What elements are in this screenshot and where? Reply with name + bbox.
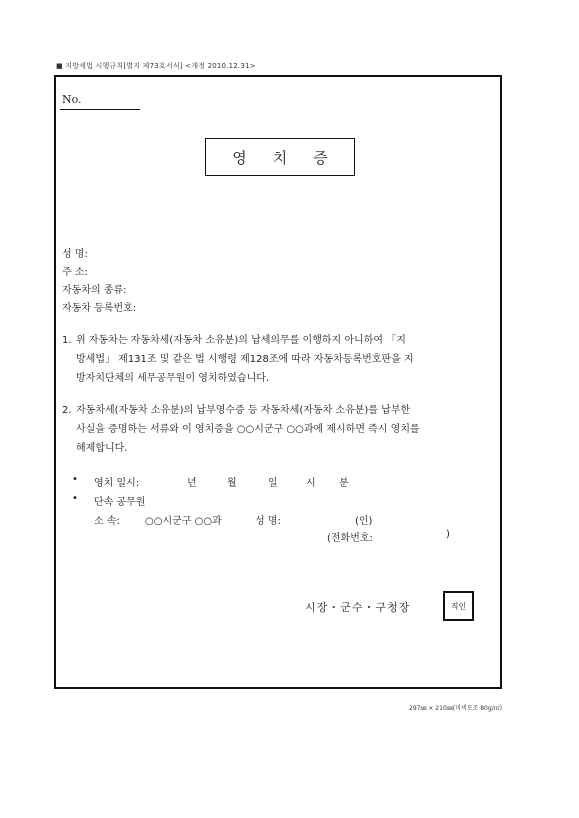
document-title-box — [205, 138, 355, 176]
affiliation-value: ○○시군구 ○○과 — [145, 516, 222, 527]
seizure-minute-label: 분 — [339, 478, 349, 489]
enforcement-officer-label: 단속 공무원 — [94, 497, 146, 508]
paragraph-1-number: 1. — [62, 335, 72, 346]
seizure-year-label: 년 — [187, 478, 197, 489]
paragraph-2-line-3: 해제합니다. — [76, 443, 128, 454]
paper-spec-note: 297㎜ × 210㎜(미색모조 80g/㎡) — [409, 705, 502, 712]
phone-number-close: ) — [446, 529, 450, 540]
name-field-label: 성 명: — [62, 249, 88, 260]
officer-seal-mark: (인) — [355, 516, 373, 527]
officer-bullet: • — [72, 493, 78, 504]
notice-paragraph-1 — [62, 331, 498, 388]
notice-paragraph-2 — [62, 401, 498, 458]
officer-name-label: 성 명: — [255, 516, 281, 527]
seizure-hour-label: 시 — [306, 478, 316, 489]
paragraph-1-line-2: 방세법」 제131조 및 같은 법 시행령 제128조에 따라 자동차등록번호판을 지 — [76, 354, 414, 365]
document-number-underline — [60, 109, 140, 110]
official-seal-box — [443, 591, 474, 621]
document-number-label: No. — [62, 93, 82, 106]
paragraph-2-line-2: 사실을 증명하는 서류와 이 영치증을 ○○시군구 ○○과에 제시하면 즉시 영치를 — [76, 424, 420, 435]
affiliation-label: 소 속: — [94, 516, 120, 527]
document-title: 영치증 — [232, 148, 354, 167]
paragraph-2-line-1: 자동차세(자동차 소유분)의 납부영수증 등 자동차세(자동차 소유분)를 납부한 — [76, 405, 411, 416]
paragraph-1-line-3: 방자치단체의 세무공무원이 영치하였습니다. — [76, 373, 270, 384]
vehicle-type-field-label: 자동차의 종류: — [62, 285, 127, 296]
official-seal-label: 직인 — [450, 601, 467, 611]
issuer-title: 시장・군수・구청장 — [305, 601, 411, 614]
form-reference-note: ■ 지방세법 시행규칙[별지 제73호서식] <개정 2010.12.31> — [56, 62, 256, 70]
seizure-datetime-label: 영치 일시: — [94, 478, 140, 489]
paragraph-2-number: 2. — [62, 405, 72, 416]
address-field-label: 주 소: — [62, 267, 88, 278]
paragraph-1-line-1: 위 자동차는 자동차세(자동차 소유분)의 납세의무를 이행하지 아니하여 「지 — [76, 335, 406, 346]
seizure-month-label: 월 — [227, 478, 237, 489]
phone-number-label: (전화번호: — [327, 533, 373, 544]
seizure-day-label: 일 — [268, 478, 278, 489]
registration-number-field-label: 자동차 등록번호: — [62, 303, 137, 314]
seizure-bullet: • — [72, 474, 78, 485]
